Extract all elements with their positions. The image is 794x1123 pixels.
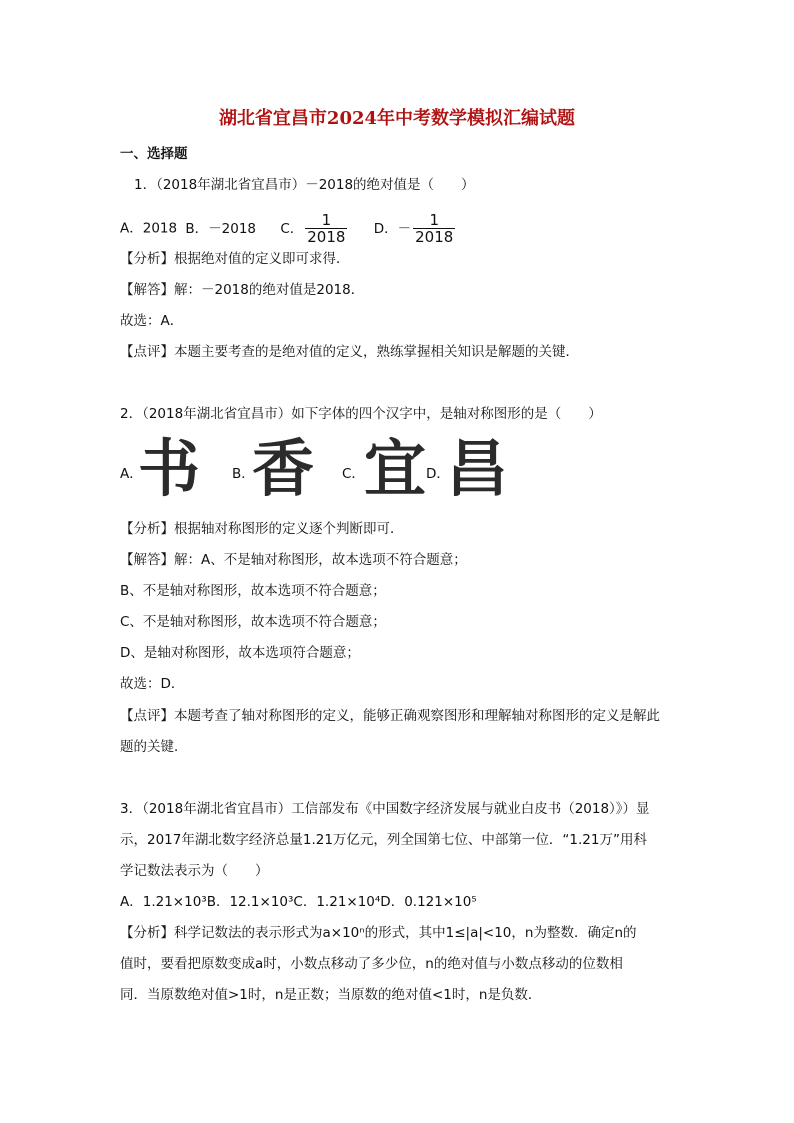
q2-choice: 故选：D． xyxy=(120,676,185,692)
q2-label-d: D． xyxy=(426,466,450,482)
q1-option-c: C． xyxy=(280,220,304,237)
q1-option-d-fraction xyxy=(413,212,455,245)
fraction-numerator: 1 xyxy=(305,212,347,229)
q2-comment-line2: 题的关键． xyxy=(120,739,188,755)
q2-line-c: C、不是轴对称图形，故本选项不符合题意； xyxy=(120,614,386,630)
fraction-numerator: 1 xyxy=(413,212,455,229)
q3-analysis-line2: 值时，要看把原数变成a时，小数点移动了多少位，n的绝对值与小数点移动的位数相 xyxy=(120,956,623,972)
q1-option-c-fraction xyxy=(305,212,347,245)
q1-comment: 【点评】本题主要考查的是绝对值的定义，熟练掌握相关知识是解题的关键． xyxy=(120,344,579,360)
q3-analysis-line1: 【分析】科学记数法的表示形式为a×10ⁿ的形式，其中1≤|a|<10，n为整数．确定n的 xyxy=(120,925,637,941)
q1-option-b: B．－2018 xyxy=(185,220,257,237)
fraction-denominator: 2018 xyxy=(415,228,454,246)
q2-comment-line1: 【点评】本题考查了轴对称图形的定义，能够正确观察图形和理解轴对称图形的定义是解此 xyxy=(120,708,660,724)
q2-char-a: 书 xyxy=(138,432,201,505)
q3-options: A．1.21×10³B．12.1×10³C．1.21×10⁴D．0.121×10⁵ xyxy=(120,894,477,910)
q2-analysis: 【分析】根据轴对称图形的定义逐个判断即可． xyxy=(120,521,404,537)
q2-line-b: B、不是轴对称图形，故本选项不符合题意； xyxy=(120,583,386,599)
q1-answer: 【解答】解：－2018的绝对值是2018． xyxy=(120,282,365,298)
q3-stem-line3: 学记数法表示为（ ） xyxy=(120,863,269,879)
q1-options xyxy=(120,212,457,245)
q3-analysis-line3: 同．当原数绝对值>1时，n是正数；当原数的绝对值<1时，n是负数． xyxy=(120,987,542,1003)
q2-answer: 【解答】解：A、不是轴对称图形，故本选项不符合题意； xyxy=(120,552,467,568)
q2-label-b: B． xyxy=(232,466,255,482)
q1-choice: 故选：A． xyxy=(120,313,184,329)
q2-line-d: D、是轴对称图形，故本选项符合题意； xyxy=(120,645,360,661)
q2-char-d: 昌 xyxy=(446,432,509,505)
q1-stem: 1．（2018年湖北省宜昌市）－2018的绝对值是（ ） xyxy=(134,177,475,193)
q2-char-b: 香 xyxy=(252,432,315,505)
q1-option-a: A．2018 xyxy=(120,220,178,237)
q1-option-d: D．－ xyxy=(373,220,412,237)
q2-stem: 2．（2018年湖北省宜昌市）如下字体的四个汉字中，是轴对称图形的是（ ） xyxy=(120,406,602,422)
q2-label-a: A． xyxy=(120,466,143,482)
fraction-denominator: 2018 xyxy=(307,228,346,246)
q1-analysis: 【分析】根据绝对值的定义即可求得． xyxy=(120,251,350,267)
q2-label-c: C． xyxy=(342,466,365,482)
q3-stem-line2: 示，2017年湖北数字经济总量1.21万亿元，列全国第七位、中部第一位．“1.21万”用科 xyxy=(120,832,647,848)
q2-char-c: 宜 xyxy=(364,432,427,505)
q2-options xyxy=(120,434,540,504)
q3-stem-line1: 3．（2018年湖北省宜昌市）工信部发布《中国数字经济发展与就业白皮书（2018）》）显 xyxy=(120,801,650,817)
page-title: 湖北省宜昌市2024年中考数学模拟汇编试题 xyxy=(218,108,576,129)
section-heading: 一、选择题 xyxy=(120,146,188,162)
